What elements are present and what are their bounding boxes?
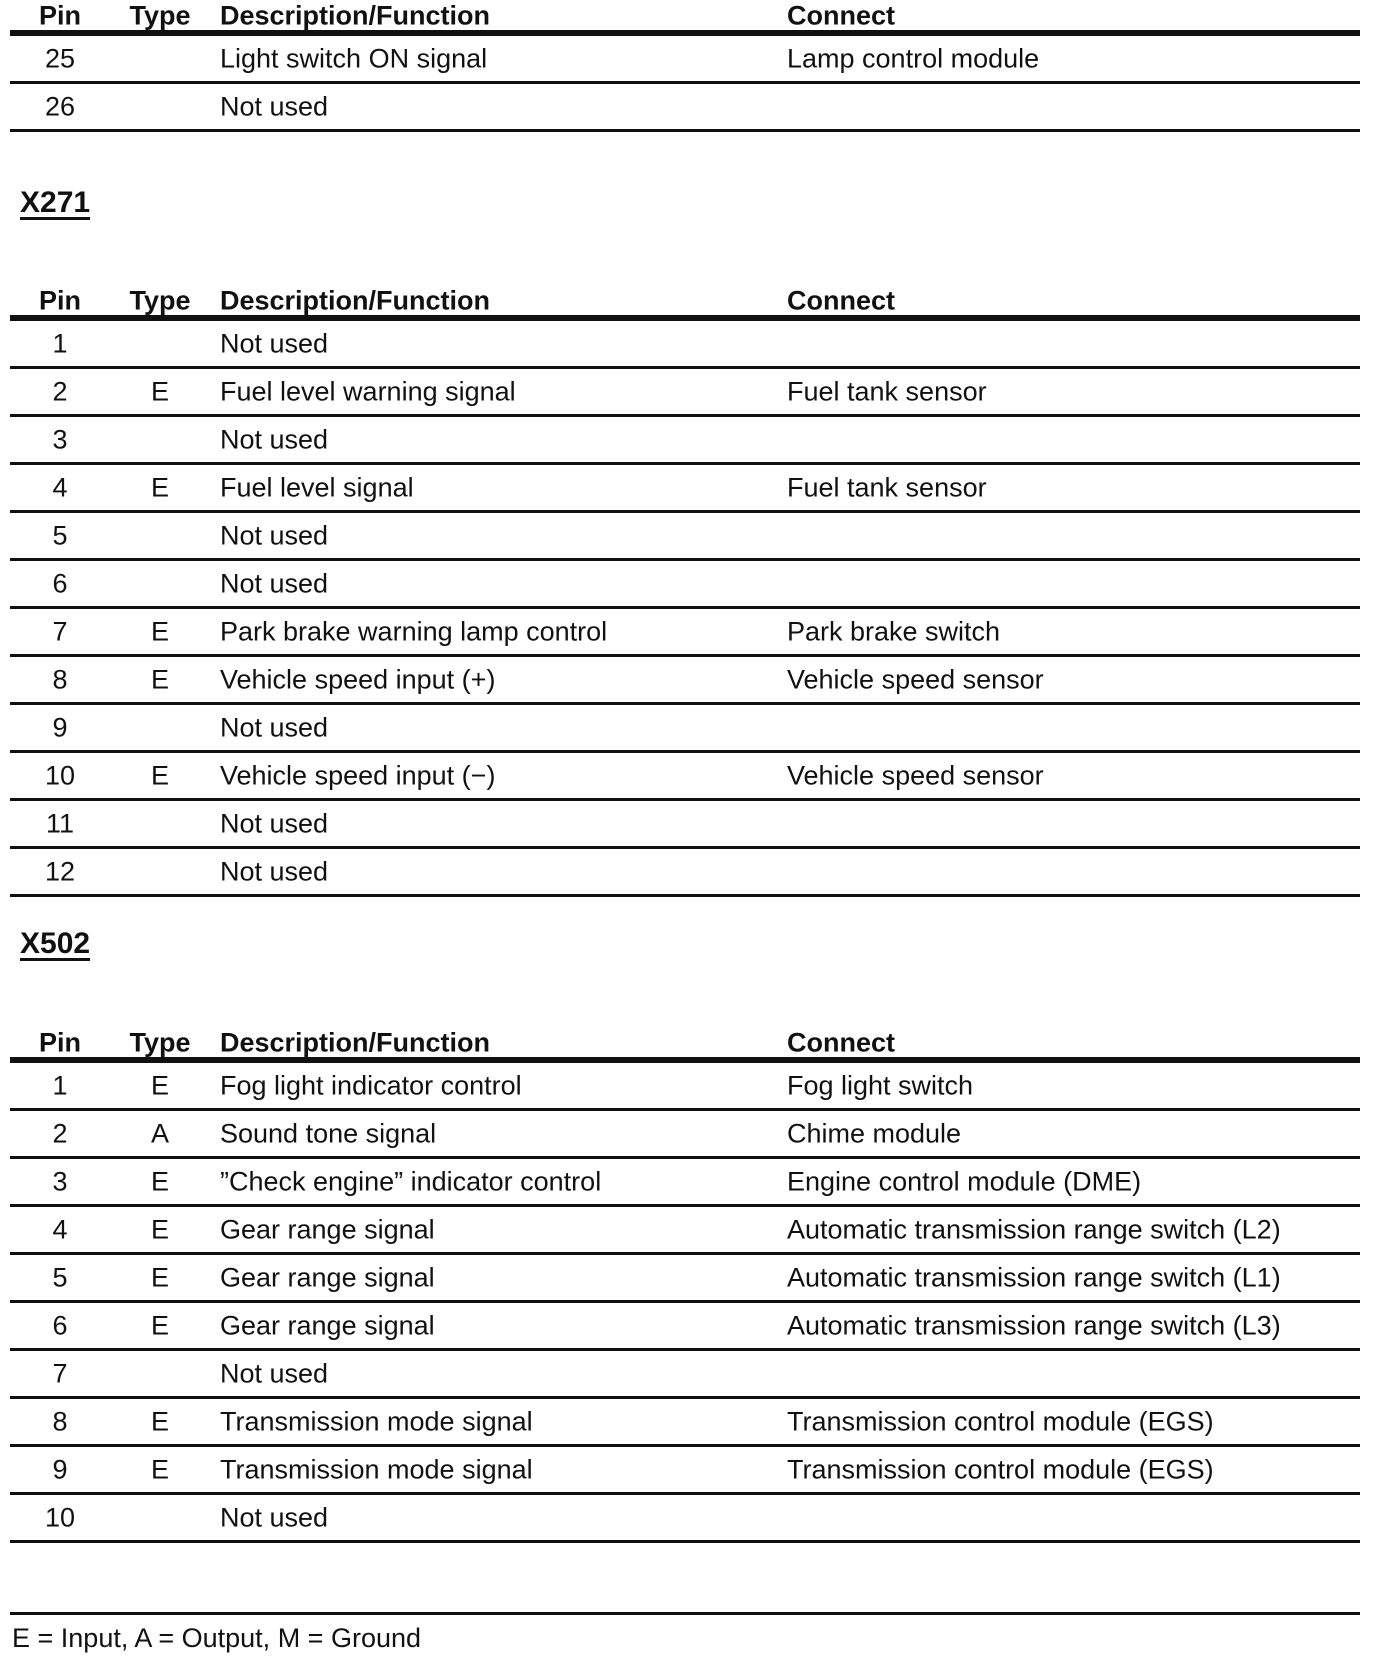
type-cell: E [150,664,169,694]
pin-cell: 25 [44,43,76,73]
table-row [10,465,1360,513]
type-legend: E = Input, A = Output, M = Ground [12,1623,422,1653]
pin-cell: 6 [52,568,68,598]
connect-cell: Engine control module (DME) [787,1166,1142,1196]
description-cell: Vehicle speed input (−) [220,760,496,790]
table-row [10,1351,1360,1399]
type-cell: E [150,1166,169,1196]
table-header [10,285,1360,321]
footer-divider [10,1612,1360,1615]
pin-cell: 5 [52,1262,68,1292]
description-cell: Not used [220,1502,329,1532]
pin-cell: 9 [52,712,68,742]
connect-cell: Chime module [787,1118,962,1148]
header-connect: Connect [787,0,895,31]
type-cell: E [150,616,169,646]
table-body [10,1063,1360,1543]
connect-cell: Transmission control module (EGS) [787,1454,1214,1484]
table-row [10,1303,1360,1351]
description-cell: Not used [220,328,329,358]
connect-cell: Lamp control module [787,43,1040,73]
description-cell: Not used [220,808,329,838]
description-cell: Not used [220,712,329,742]
table-row [10,1447,1360,1495]
pin-cell: 12 [44,856,76,886]
header-pin: Pin [38,0,81,31]
description-cell: Sound tone signal [220,1118,437,1148]
connect-cell: Fuel tank sensor [787,472,987,502]
description-cell: Light switch ON signal [220,43,488,73]
type-cell: E [150,1310,169,1340]
connect-cell: Vehicle speed sensor [787,664,1044,694]
table-row [10,1495,1360,1543]
description-cell: Not used [220,856,329,886]
table-row [10,513,1360,561]
header-type: Type [129,0,191,31]
pin-cell: 10 [44,760,76,790]
type-cell: E [150,1070,169,1100]
table-row [10,369,1360,417]
connect-cell: Automatic transmission range switch (L3) [787,1310,1281,1340]
pin-cell: 1 [52,1070,68,1100]
pin-table-continued [10,0,1360,132]
table-row [10,705,1360,753]
description-cell: Transmission mode signal [220,1454,533,1484]
pin-cell: 4 [52,1214,68,1244]
description-cell: Gear range signal [220,1262,435,1292]
description-cell: Fuel level warning signal [220,376,516,406]
description-cell: Fuel level signal [220,472,414,502]
table-row [10,753,1360,801]
pin-cell: 8 [52,1406,68,1436]
pin-table-x502 [10,1027,1360,1543]
connect-cell: Fuel tank sensor [787,376,987,406]
table-row [10,609,1360,657]
connect-cell: Park brake switch [787,616,1001,646]
table-row [10,801,1360,849]
pin-cell: 6 [52,1310,68,1340]
table-row [10,1207,1360,1255]
pin-table-x271 [10,285,1360,897]
table-row [10,1399,1360,1447]
pin-cell: 4 [52,472,68,502]
connect-cell: Automatic transmission range switch (L2) [787,1214,1281,1244]
description-cell: Not used [220,568,329,598]
type-cell: E [150,376,169,406]
pin-cell: 26 [44,91,76,121]
pin-cell: 2 [52,1118,68,1148]
table-row [10,321,1360,369]
table-row [10,84,1360,132]
header-type: Type [129,285,191,316]
description-cell: Gear range signal [220,1214,435,1244]
header-description: Description/Function [220,1027,490,1058]
pin-cell: 8 [52,664,68,694]
pin-cell: 1 [52,328,68,358]
description-cell: ”Check engine” indicator control [220,1166,602,1196]
header-type: Type [129,1027,191,1058]
pin-cell: 10 [44,1502,76,1532]
description-cell: Gear range signal [220,1310,435,1340]
pin-cell: 11 [45,808,75,838]
pin-cell: 7 [52,1358,68,1388]
table-body [10,36,1360,132]
section-title-x271: X271 [20,186,91,219]
connect-cell: Fog light switch [787,1070,974,1100]
header-connect: Connect [787,285,895,316]
description-cell: Not used [220,91,329,121]
table-body [10,321,1360,897]
description-cell: Park brake warning lamp control [220,616,608,646]
pin-cell: 3 [52,424,68,454]
type-cell: A [150,1118,169,1148]
table-row [10,36,1360,84]
table-row [10,561,1360,609]
pin-cell: 7 [52,616,68,646]
type-cell: E [150,1214,169,1244]
type-cell: E [150,472,169,502]
type-cell: E [150,1454,169,1484]
header-description: Description/Function [220,0,490,31]
header-pin: Pin [38,285,81,316]
pin-cell: 3 [52,1166,68,1196]
description-cell: Vehicle speed input (+) [220,664,496,694]
table-row [10,657,1360,705]
pin-cell: 9 [52,1454,68,1484]
pin-cell: 2 [52,376,68,406]
header-description: Description/Function [220,285,490,316]
type-cell: E [150,1262,169,1292]
connect-cell: Automatic transmission range switch (L1) [787,1262,1281,1292]
description-cell: Not used [220,1358,329,1388]
table-row [10,1159,1360,1207]
pin-cell: 5 [52,520,68,550]
table-row [10,1063,1360,1111]
connect-cell: Vehicle speed sensor [787,760,1044,790]
header-connect: Connect [787,1027,895,1058]
table-row [10,849,1360,897]
description-cell: Not used [220,424,329,454]
table-row [10,417,1360,465]
type-cell: E [150,760,169,790]
header-pin: Pin [38,1027,81,1058]
connect-cell: Transmission control module (EGS) [787,1406,1214,1436]
description-cell: Not used [220,520,329,550]
table-row [10,1255,1360,1303]
table-header [10,0,1360,36]
table-row [10,1111,1360,1159]
description-cell: Transmission mode signal [220,1406,533,1436]
section-title-x502: X502 [20,927,91,960]
table-header [10,1027,1360,1063]
type-cell: E [150,1406,169,1436]
description-cell: Fog light indicator control [220,1070,522,1100]
